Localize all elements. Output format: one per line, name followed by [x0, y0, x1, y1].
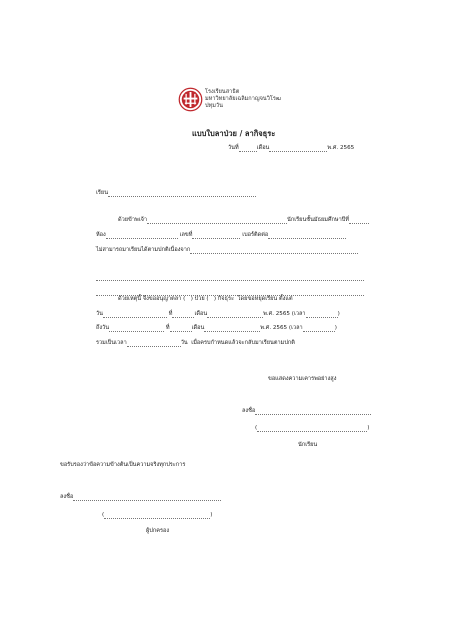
student-name-field[interactable]	[147, 217, 287, 224]
reason-label: ไม่สามารถมาเรียนได้ตามปกติเนื่องจาก	[96, 247, 191, 253]
reason-field[interactable]	[190, 247, 358, 254]
request-line	[118, 296, 293, 303]
to-line	[96, 190, 256, 197]
student-sign-line	[242, 408, 371, 415]
school-name-line1: โรงเรียนสาธิต	[205, 89, 240, 95]
parent-role-label: ผู้ปกครอง	[146, 528, 170, 534]
total-unit: วัน	[180, 340, 188, 346]
reason-extra-line-2[interactable]	[96, 277, 364, 296]
from-at-label: ที่	[168, 311, 173, 317]
parent-sign-line	[60, 494, 221, 501]
to-label: เรียน	[96, 190, 109, 196]
parent-sign-field[interactable]	[73, 494, 221, 501]
from-close-paren: )	[337, 311, 340, 317]
school-name-line3: ปทุมวัน	[205, 103, 223, 109]
to-at-label: ที่	[165, 325, 170, 331]
sick-option[interactable]: ) ป่วย (	[190, 296, 209, 302]
from-day-field[interactable]	[103, 311, 167, 318]
reason-line	[96, 247, 358, 254]
student-print-name-field[interactable]	[257, 425, 370, 432]
room-field[interactable]	[106, 232, 178, 239]
to-close-paren: )	[334, 325, 337, 331]
from-date-line	[96, 311, 340, 318]
student-close-paren: )	[367, 425, 370, 431]
to-field[interactable]	[108, 190, 256, 197]
to-year-label: พ.ศ. 2565	[260, 325, 288, 331]
total-line	[96, 340, 295, 347]
from-year-label: พ.ศ. 2565	[263, 311, 290, 317]
to-day-field[interactable]	[109, 325, 164, 332]
from-month-label: เดือน	[194, 311, 208, 317]
certify-text: ขอรับรองว่าข้อความข้างต้นเป็นความจริงทุกประการ	[60, 462, 186, 468]
request-prefix: ด้วยเหตุนี้ จึงขออนุญาตลา (	[118, 296, 186, 302]
school-name-line2: มหาวิทยาลัยเฉลิมกาญจนวิโรฒ	[205, 96, 281, 102]
room-line	[96, 232, 346, 239]
number-label: เลขที่	[179, 232, 193, 238]
to-date-field[interactable]	[170, 325, 192, 332]
me-line	[118, 217, 369, 224]
request-suffix: โดยขอหยุดเรียน ตั้งแต่	[237, 296, 293, 302]
date-line	[228, 145, 354, 152]
return-note: เมื่อครบกำหนดแล้วจะกลับมาเรียนตามปกติ	[191, 340, 295, 346]
student-sign-field[interactable]	[255, 408, 371, 415]
date-month-label: เดือน	[256, 145, 270, 151]
phone-field[interactable]	[268, 232, 346, 239]
school-emblem-icon	[178, 87, 203, 112]
to-time-field[interactable]	[303, 325, 335, 332]
level-field[interactable]	[349, 217, 369, 224]
to-date-line	[96, 325, 337, 332]
phone-label: เบอร์ติดต่อ	[242, 232, 269, 238]
date-month-field[interactable]	[269, 145, 327, 152]
respect-text: ขอแสดงความเคารพอย่างสูง	[268, 376, 337, 382]
form-title: แบบใบลาป่วย / ลากิจธุระ	[192, 129, 276, 138]
parent-name-paren-line	[102, 512, 212, 519]
from-month-field[interactable]	[207, 311, 263, 318]
student-sign-label: ลงชื่อ	[242, 408, 256, 414]
from-day-label: วัน	[96, 311, 103, 317]
student-name-paren-line	[255, 425, 369, 432]
to-month-label: เดือน	[191, 325, 205, 331]
parent-sign-label: ลงชื่อ	[60, 494, 74, 500]
total-label: รวมเป็นเวลา	[96, 340, 127, 346]
from-time-field[interactable]	[306, 311, 338, 318]
total-field[interactable]	[127, 340, 181, 347]
to-time-label: (เวลา	[288, 325, 303, 331]
student-role-label: นักเรียน	[298, 442, 318, 448]
room-label: ห้อง	[96, 232, 106, 238]
me-label: ด้วยข้าพเจ้า	[118, 217, 148, 223]
parent-close-paren: )	[210, 512, 213, 518]
parent-open-paren: (	[102, 512, 105, 518]
student-open-paren: (	[255, 425, 258, 431]
date-day-field[interactable]	[239, 145, 257, 152]
date-day-label: วันที่	[228, 145, 239, 151]
from-date-field[interactable]	[172, 311, 194, 318]
parent-print-name-field[interactable]	[104, 512, 213, 519]
to-day-label: ถึงวัน	[96, 325, 110, 331]
business-option[interactable]: ) กิจธุระ	[213, 296, 234, 302]
to-month-field[interactable]	[204, 325, 260, 332]
level-label: นักเรียนชั้นมัธยมศึกษาปีที่	[287, 217, 349, 223]
date-year-label: พ.ศ. 2565	[327, 145, 355, 151]
number-field[interactable]	[192, 232, 240, 239]
from-time-label: (เวลา	[291, 311, 306, 317]
